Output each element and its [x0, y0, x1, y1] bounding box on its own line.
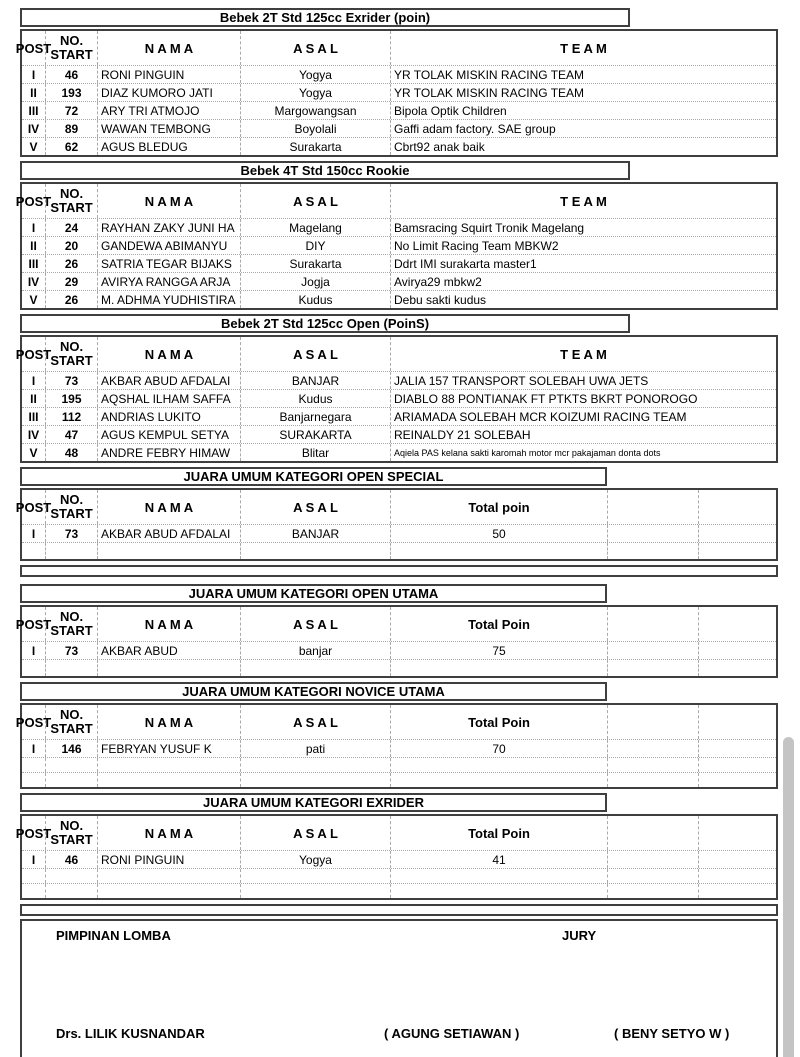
asal-cell: pati: [241, 740, 391, 757]
no-cell: 73: [46, 525, 98, 542]
scrollbar-thumb[interactable]: [783, 737, 794, 1057]
pos-cell: III: [22, 408, 46, 425]
asal-cell: Blitar: [241, 444, 391, 461]
col-header-no-start: [46, 607, 98, 641]
poin-cell: 75: [391, 642, 608, 659]
race-table: [15, 29, 778, 157]
asal-cell: Surakarta: [241, 255, 391, 272]
table-row: [22, 101, 776, 119]
col-header-nama: N A M A: [98, 184, 241, 218]
empty-cell: [699, 525, 776, 542]
juara-table: [15, 703, 778, 789]
team-cell: DIABLO 88 PONTIANAK FT PTKTS BKRT PONOROGO: [394, 391, 698, 406]
col-header-pos: POST: [22, 184, 46, 218]
col-header-nama: N A M A: [98, 31, 241, 65]
asal-cell: BANJAR: [241, 525, 391, 542]
no-label-line2: START: [50, 832, 93, 847]
pos-cell: V: [22, 444, 46, 461]
table-row: [22, 739, 776, 757]
col-header-team: T E A M: [560, 40, 607, 56]
pos-cell: V: [22, 138, 46, 155]
pos-cell: V: [22, 291, 46, 308]
no-cell: 72: [46, 102, 98, 119]
no-cell: 46: [46, 851, 98, 868]
no-cell: 20: [46, 237, 98, 254]
asal-cell: Kudus: [241, 390, 391, 407]
empty-header-cell: [608, 705, 699, 739]
col-header-no-start: [46, 705, 98, 739]
col-header-pos: POST: [22, 607, 46, 641]
asal-cell: Boyolali: [241, 120, 391, 137]
team-cell: Gaffi adam factory. SAE group: [394, 121, 556, 136]
empty-header-cell: [699, 490, 776, 524]
no-label-line1: NO.: [59, 339, 84, 354]
juara-table: [15, 605, 778, 678]
empty-row: [22, 772, 776, 787]
empty-strip: [20, 565, 778, 577]
pos-cell: III: [22, 255, 46, 272]
race-table-title: Bebek 2T Std 125cc Exrider (poin): [20, 8, 630, 27]
col-header-nama: N A M A: [98, 705, 241, 739]
pos-cell: I: [22, 740, 46, 757]
pos-cell: II: [22, 84, 46, 101]
no-label-line2: START: [50, 721, 93, 736]
no-label-line1: NO.: [59, 609, 84, 624]
team-cell: Bipola Optik Children: [394, 103, 507, 118]
team-cell: ARIAMADA SOLEBAH MCR KOIZUMI RACING TEAM: [394, 409, 687, 424]
nama-cell: GANDEWA ABIMANYU: [98, 237, 241, 254]
nama-cell: FEBRYAN YUSUF K: [98, 740, 241, 757]
juara-table: [15, 488, 778, 561]
team-cell: Aqiela PAS kelana sakti karomah motor mcr pakajaman donta dots: [394, 447, 661, 458]
team-cell: Debu sakti kudus: [394, 292, 487, 307]
asal-cell: Margowangsan: [241, 102, 391, 119]
nama-cell: DIAZ KUMORO JATI: [98, 84, 241, 101]
nama-cell: SATRIA TEGAR BIJAKS: [98, 255, 241, 272]
no-cell: 46: [46, 66, 98, 83]
no-label-line1: NO.: [59, 492, 84, 507]
col-header-asal: A S A L: [241, 184, 391, 218]
col-header-pos: POST: [22, 490, 46, 524]
asal-cell: DIY: [241, 237, 391, 254]
table-row: [22, 371, 776, 389]
table-row: [22, 254, 776, 272]
nama-cell: AKBAR ABUD AFDALAI: [98, 525, 241, 542]
col-header-total-poin: Total Poin: [391, 607, 608, 641]
empty-row: [22, 868, 776, 883]
empty-row: [22, 883, 776, 898]
table-row: [22, 389, 776, 407]
asal-cell: Surakarta: [241, 138, 391, 155]
empty-cell: [608, 642, 699, 659]
no-cell: 73: [46, 372, 98, 389]
col-header-team: T E A M: [560, 346, 607, 362]
empty-cell: [699, 740, 776, 757]
no-cell: 29: [46, 273, 98, 290]
signature-section: [20, 919, 778, 1057]
nama-cell: AVIRYA RANGGA ARJA: [98, 273, 241, 290]
no-label-line1: NO.: [59, 186, 84, 201]
asal-cell: banjar: [241, 642, 391, 659]
nama-cell: AGUS BLEDUG: [98, 138, 241, 155]
no-cell: 48: [46, 444, 98, 461]
no-label-line1: NO.: [59, 707, 84, 722]
col-header-asal: A S A L: [241, 337, 391, 371]
col-header-no-start: [46, 184, 98, 218]
table-row: [22, 65, 776, 83]
no-label-line1: NO.: [59, 33, 84, 48]
asal-cell: Yogya: [241, 84, 391, 101]
header-row: [15, 705, 776, 739]
race-table: [15, 335, 778, 463]
nama-cell: RONI PINGUIN: [98, 851, 241, 868]
empty-header-cell: [608, 607, 699, 641]
pos-cell: I: [22, 372, 46, 389]
pos-cell: IV: [22, 120, 46, 137]
nama-cell: AKBAR ABUD AFDALAI: [98, 372, 241, 389]
empty-cell: [699, 642, 776, 659]
col-header-asal: A S A L: [241, 816, 391, 850]
col-header-asal: A S A L: [241, 607, 391, 641]
col-header-pos: POST: [22, 705, 46, 739]
team-cell: YR TOLAK MISKIN RACING TEAM: [394, 85, 585, 100]
poin-cell: 41: [391, 851, 608, 868]
table-row: [22, 272, 776, 290]
pos-cell: I: [22, 66, 46, 83]
empty-row: [22, 659, 776, 676]
nama-cell: RONI PINGUIN: [98, 66, 241, 83]
pos-cell: I: [22, 525, 46, 542]
asal-cell: SURAKARTA: [241, 426, 391, 443]
pos-cell: IV: [22, 273, 46, 290]
jury-heading: JURY: [562, 928, 597, 943]
pimpinan-lomba-heading: PIMPINAN LOMBA: [56, 928, 171, 943]
pos-cell: I: [22, 642, 46, 659]
no-cell: 195: [46, 390, 98, 407]
no-cell: 112: [46, 408, 98, 425]
no-cell: 24: [46, 219, 98, 236]
col-header-nama: N A M A: [98, 607, 241, 641]
no-label-line2: START: [50, 47, 93, 62]
table-row: [22, 443, 776, 461]
pos-cell: II: [22, 237, 46, 254]
team-cell: Bamsracing Squirt Tronik Magelang: [394, 220, 585, 235]
race-table-title: Bebek 2T Std 125cc Open (PoinS): [20, 314, 630, 333]
asal-cell: Yogya: [241, 66, 391, 83]
asal-cell: Kudus: [241, 291, 391, 308]
no-cell: 193: [46, 84, 98, 101]
table-row: [22, 83, 776, 101]
jury-signature-name-1: ( AGUNG SETIAWAN ): [384, 1026, 520, 1041]
table-row: [22, 850, 776, 868]
nama-cell: AGUS KEMPUL SETYA: [98, 426, 241, 443]
nama-cell: ANDRIAS LUKITO: [98, 408, 241, 425]
table-row: [22, 425, 776, 443]
pos-cell: IV: [22, 426, 46, 443]
header-row: [15, 816, 776, 850]
nama-cell: AKBAR ABUD: [98, 642, 241, 659]
col-header-no-start: [46, 31, 98, 65]
nama-cell: ANDRE FEBRY HIMAW: [98, 444, 241, 461]
nama-cell: RAYHAN ZAKY JUNI HA: [98, 219, 241, 236]
team-cell: Avirya29 mbkw2: [394, 274, 482, 289]
asal-cell: Magelang: [241, 219, 391, 236]
no-label-line2: START: [50, 200, 93, 215]
col-header-asal: A S A L: [241, 705, 391, 739]
team-cell: No Limit Racing Team MBKW2: [394, 238, 559, 253]
table-row: [22, 641, 776, 659]
col-header-total-poin: Total Poin: [391, 816, 608, 850]
pos-cell: I: [22, 219, 46, 236]
empty-cell: [608, 851, 699, 868]
team-cell: REINALDY 21 SOLEBAH: [394, 427, 531, 442]
juara-table-title: JUARA UMUM KATEGORI NOVICE UTAMA: [20, 682, 607, 701]
no-cell: 73: [46, 642, 98, 659]
header-row: [15, 607, 776, 641]
col-header-nama: N A M A: [98, 490, 241, 524]
header-row: [15, 31, 776, 65]
table-row: [22, 290, 776, 308]
pimpinan-signature-name: Drs. LILIK KUSNANDAR: [56, 1026, 205, 1041]
empty-row: [22, 542, 776, 559]
pos-cell: II: [22, 390, 46, 407]
team-cell: Cbrt92 anak baik: [394, 139, 485, 154]
col-header-team: T E A M: [560, 193, 607, 209]
col-header-total-poin: Total poin: [391, 490, 608, 524]
col-header-pos: POST: [22, 337, 46, 371]
asal-cell: Banjarnegara: [241, 408, 391, 425]
col-header-nama: N A M A: [98, 337, 241, 371]
col-header-pos: POST: [22, 31, 46, 65]
no-label-line2: START: [50, 353, 93, 368]
race-table-title: Bebek 4T Std 150cc Rookie: [20, 161, 630, 180]
juara-table-title: JUARA UMUM KATEGORI OPEN SPECIAL: [20, 467, 607, 486]
pos-cell: I: [22, 851, 46, 868]
no-label-line1: NO.: [59, 818, 84, 833]
no-cell: 47: [46, 426, 98, 443]
juara-table-title: JUARA UMUM KATEGORI OPEN UTAMA: [20, 584, 607, 603]
empty-row: [22, 757, 776, 772]
empty-strip: [20, 904, 778, 916]
col-header-no-start: [46, 816, 98, 850]
col-header-asal: A S A L: [241, 31, 391, 65]
table-row: [22, 119, 776, 137]
no-cell: 62: [46, 138, 98, 155]
asal-cell: Yogya: [241, 851, 391, 868]
race-table: [15, 182, 778, 310]
no-cell: 146: [46, 740, 98, 757]
document-content: [15, 8, 778, 1057]
header-row: [15, 490, 776, 524]
no-label-line2: START: [50, 506, 93, 521]
asal-cell: BANJAR: [241, 372, 391, 389]
poin-cell: 50: [391, 525, 608, 542]
empty-header-cell: [699, 816, 776, 850]
team-cell: YR TOLAK MISKIN RACING TEAM: [394, 67, 585, 82]
no-cell: 89: [46, 120, 98, 137]
empty-header-cell: [699, 705, 776, 739]
table-row: [22, 407, 776, 425]
asal-cell: Jogja: [241, 273, 391, 290]
empty-cell: [608, 525, 699, 542]
table-row: [22, 218, 776, 236]
col-header-no-start: [46, 490, 98, 524]
team-cell: Ddrt IMI surakarta master1: [394, 256, 537, 271]
nama-cell: AQSHAL ILHAM SAFFA: [98, 390, 241, 407]
no-label-line2: START: [50, 623, 93, 638]
col-header-nama: N A M A: [98, 816, 241, 850]
poin-cell: 70: [391, 740, 608, 757]
jury-signature-name-2: ( BENY SETYO W ): [614, 1026, 730, 1041]
col-header-total-poin: Total Poin: [391, 705, 608, 739]
col-header-no-start: [46, 337, 98, 371]
nama-cell: ARY TRI ATMOJO: [98, 102, 241, 119]
empty-cell: [608, 740, 699, 757]
nama-cell: M. ADHMA YUDHISTIRA: [98, 291, 241, 308]
header-row: [15, 337, 776, 371]
empty-header-cell: [608, 816, 699, 850]
col-header-asal: A S A L: [241, 490, 391, 524]
nama-cell: WAWAN TEMBONG: [98, 120, 241, 137]
table-row: [22, 236, 776, 254]
team-cell: JALIA 157 TRANSPORT SOLEBAH UWA JETS: [394, 373, 649, 388]
pos-cell: III: [22, 102, 46, 119]
no-cell: 26: [46, 291, 98, 308]
empty-cell: [699, 851, 776, 868]
empty-header-cell: [699, 607, 776, 641]
no-cell: 26: [46, 255, 98, 272]
table-row: [22, 137, 776, 155]
juara-table: [15, 814, 778, 900]
empty-header-cell: [608, 490, 699, 524]
col-header-pos: POST: [22, 816, 46, 850]
table-row: [22, 524, 776, 542]
juara-table-title: JUARA UMUM KATEGORI EXRIDER: [20, 793, 607, 812]
header-row: [15, 184, 776, 218]
